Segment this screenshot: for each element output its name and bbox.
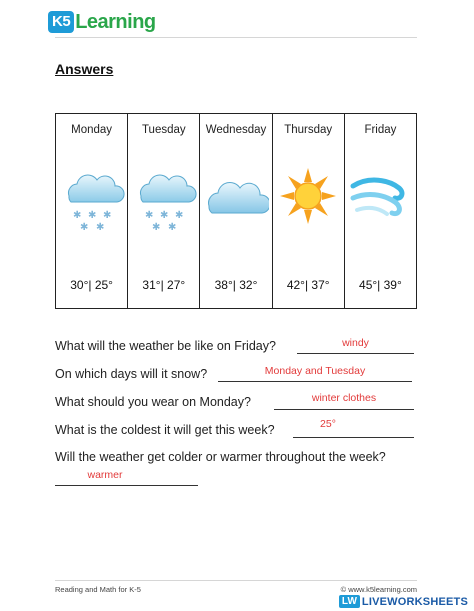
- question-3: What should you wear on Monday?: [55, 395, 251, 409]
- weather-forecast-table: [55, 113, 417, 309]
- answer-4: 25°: [320, 418, 336, 430]
- answer-1: windy: [342, 337, 369, 349]
- svg-text:✱: ✱: [87, 210, 96, 221]
- footer-right-text: © www.k5learning.com: [340, 585, 417, 594]
- logo-badge: K5: [48, 11, 74, 33]
- svg-text:✱: ✱: [144, 210, 154, 221]
- day-temperatures: 45°| 39°: [359, 278, 402, 292]
- answer-2: Monday and Tuesday: [264, 365, 366, 377]
- question-2: On which days will it snow?: [55, 367, 208, 381]
- wind-icon: [345, 166, 416, 238]
- footer-left-text: Reading and Math for K-5: [55, 585, 141, 594]
- cloud-icon: [200, 166, 271, 238]
- day-name: Monday: [71, 124, 113, 136]
- svg-text:✱: ✱: [72, 210, 81, 221]
- day-name: Wednesday: [205, 124, 267, 136]
- forecast-day-monday: [56, 114, 128, 308]
- day-temperatures: 30°| 25°: [70, 278, 113, 292]
- liveworksheets-watermark: [339, 595, 468, 608]
- svg-text:✱: ✱: [174, 210, 184, 221]
- forecast-day-wednesday: [200, 114, 272, 308]
- liveworksheets-brand: LIVEWORKSHEETS: [361, 595, 468, 608]
- forecast-day-thursday: [273, 114, 345, 308]
- k5-learning-logo: [48, 8, 156, 36]
- day-name: Tuesday: [141, 124, 186, 136]
- snow-cloud-icon: [128, 166, 199, 238]
- day-name: Thursday: [284, 124, 333, 136]
- sun-icon: [273, 166, 344, 238]
- header-divider: [55, 37, 417, 38]
- question-5: Will the weather get colder or warmer throughout the week?: [55, 450, 386, 464]
- svg-text:✱: ✱: [79, 222, 88, 233]
- snow-cloud-icon: [56, 166, 127, 238]
- svg-text:✱: ✱: [167, 222, 177, 233]
- footer-divider: [55, 580, 417, 581]
- day-name: Friday: [364, 124, 397, 136]
- svg-text:✱: ✱: [102, 210, 111, 221]
- forecast-day-friday: [345, 114, 416, 308]
- svg-text:✱: ✱: [95, 222, 104, 233]
- question-1: What will the weather be like on Friday?: [55, 339, 276, 353]
- svg-text:✱: ✱: [159, 210, 169, 221]
- day-temperatures: 31°| 27°: [142, 278, 186, 292]
- svg-text:✱: ✱: [151, 222, 161, 233]
- logo-word: Learning: [75, 10, 156, 33]
- page-title: Answers: [55, 61, 114, 77]
- liveworksheets-badge: LW: [339, 595, 360, 608]
- day-temperatures: 42°| 37°: [286, 278, 330, 292]
- forecast-day-tuesday: [128, 114, 200, 308]
- answer-5: warmer: [87, 469, 123, 481]
- answer-3: winter clothes: [311, 392, 377, 404]
- day-temperatures: 38°| 32°: [214, 278, 258, 292]
- question-4: What is the coldest it will get this week?: [55, 423, 275, 437]
